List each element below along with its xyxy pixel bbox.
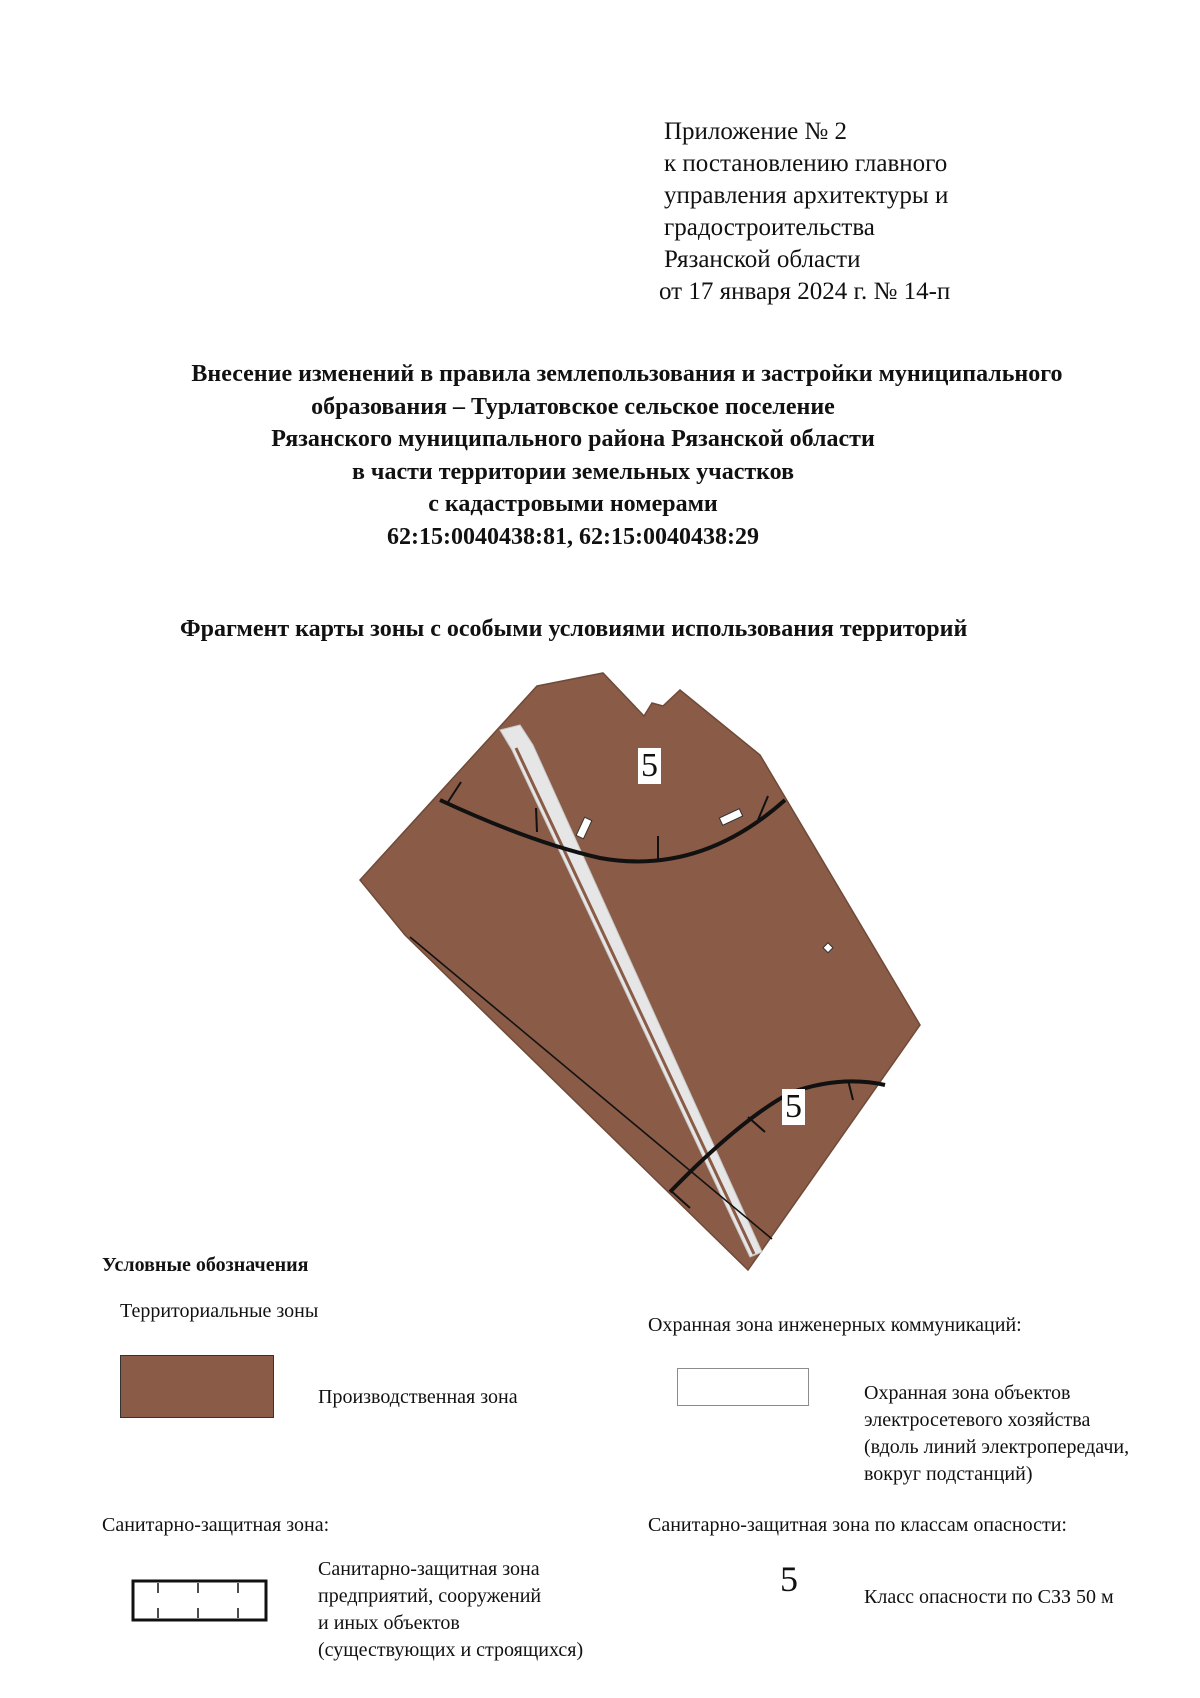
hazard-class-label: 5 [782, 1089, 805, 1125]
appendix-line: от 17 января 2024 г. № 14-п [659, 278, 951, 305]
hazard-class-label: 5 [638, 748, 661, 784]
legend-line: вокруг подстанций) [864, 1463, 1033, 1485]
map-title: Фрагмент карты зоны с особыми условиями использования территорий [180, 616, 968, 642]
legend-protection-zone-text [864, 1380, 1129, 1488]
legend-line: и иных объектов [318, 1612, 460, 1634]
sanitary-zone-legend-symbol [133, 1581, 266, 1620]
appendix-line: управления архитектуры и [664, 182, 949, 209]
legend-line: (вдоль линий электропередачи, [864, 1436, 1130, 1458]
protection-zone-swatch [677, 1368, 809, 1406]
title-line: с кадастровыми номерами [428, 491, 718, 517]
appendix-line: к постановлению главного [664, 150, 948, 177]
legend-line: Охранная зона объектов [864, 1382, 1071, 1404]
appendix-line: градостроительства [664, 214, 875, 241]
legend-line: предприятий, сооружений [318, 1585, 542, 1607]
legend-heading-territorial: Территориальные зоны [120, 1300, 319, 1322]
appendix-line: Рязанской области [664, 246, 861, 273]
legend-title: Условные обозначения [102, 1254, 309, 1276]
legend-line: (существующих и строящихся) [318, 1639, 584, 1661]
title-line: 62:15:0040438:81, 62:15:0040438:29 [387, 523, 759, 550]
legend-hazard-class-text: Класс опасности по СЗЗ 50 м [864, 1586, 1114, 1608]
appendix-line: Приложение № 2 [664, 118, 848, 145]
legend-production-zone: Производственная зона [318, 1386, 518, 1408]
hazard-class-symbol: 5 [780, 1559, 798, 1599]
title-line: образования – Турлатовское сельское поселение [311, 393, 835, 420]
legend-heading-sanitary: Санитарно-защитная зона: [102, 1514, 330, 1536]
title-line: Рязанского муниципального района Рязанской области [271, 426, 875, 452]
title-line: в части территории земельных участков [351, 458, 795, 485]
legend-sanitary-zone-text [318, 1556, 583, 1664]
legend-line: Санитарно-защитная зона [318, 1558, 540, 1580]
legend-heading-hazard: Санитарно-защитная зона по классам опасности: [648, 1514, 1067, 1536]
production-zone-swatch [120, 1355, 274, 1418]
legend-line: электросетевого хозяйства [864, 1409, 1091, 1431]
title-line: Внесение изменений в правила землепользования и застройки муниципального [191, 361, 1063, 387]
legend-heading-protection: Охранная зона инженерных коммуникаций: [648, 1314, 1022, 1336]
